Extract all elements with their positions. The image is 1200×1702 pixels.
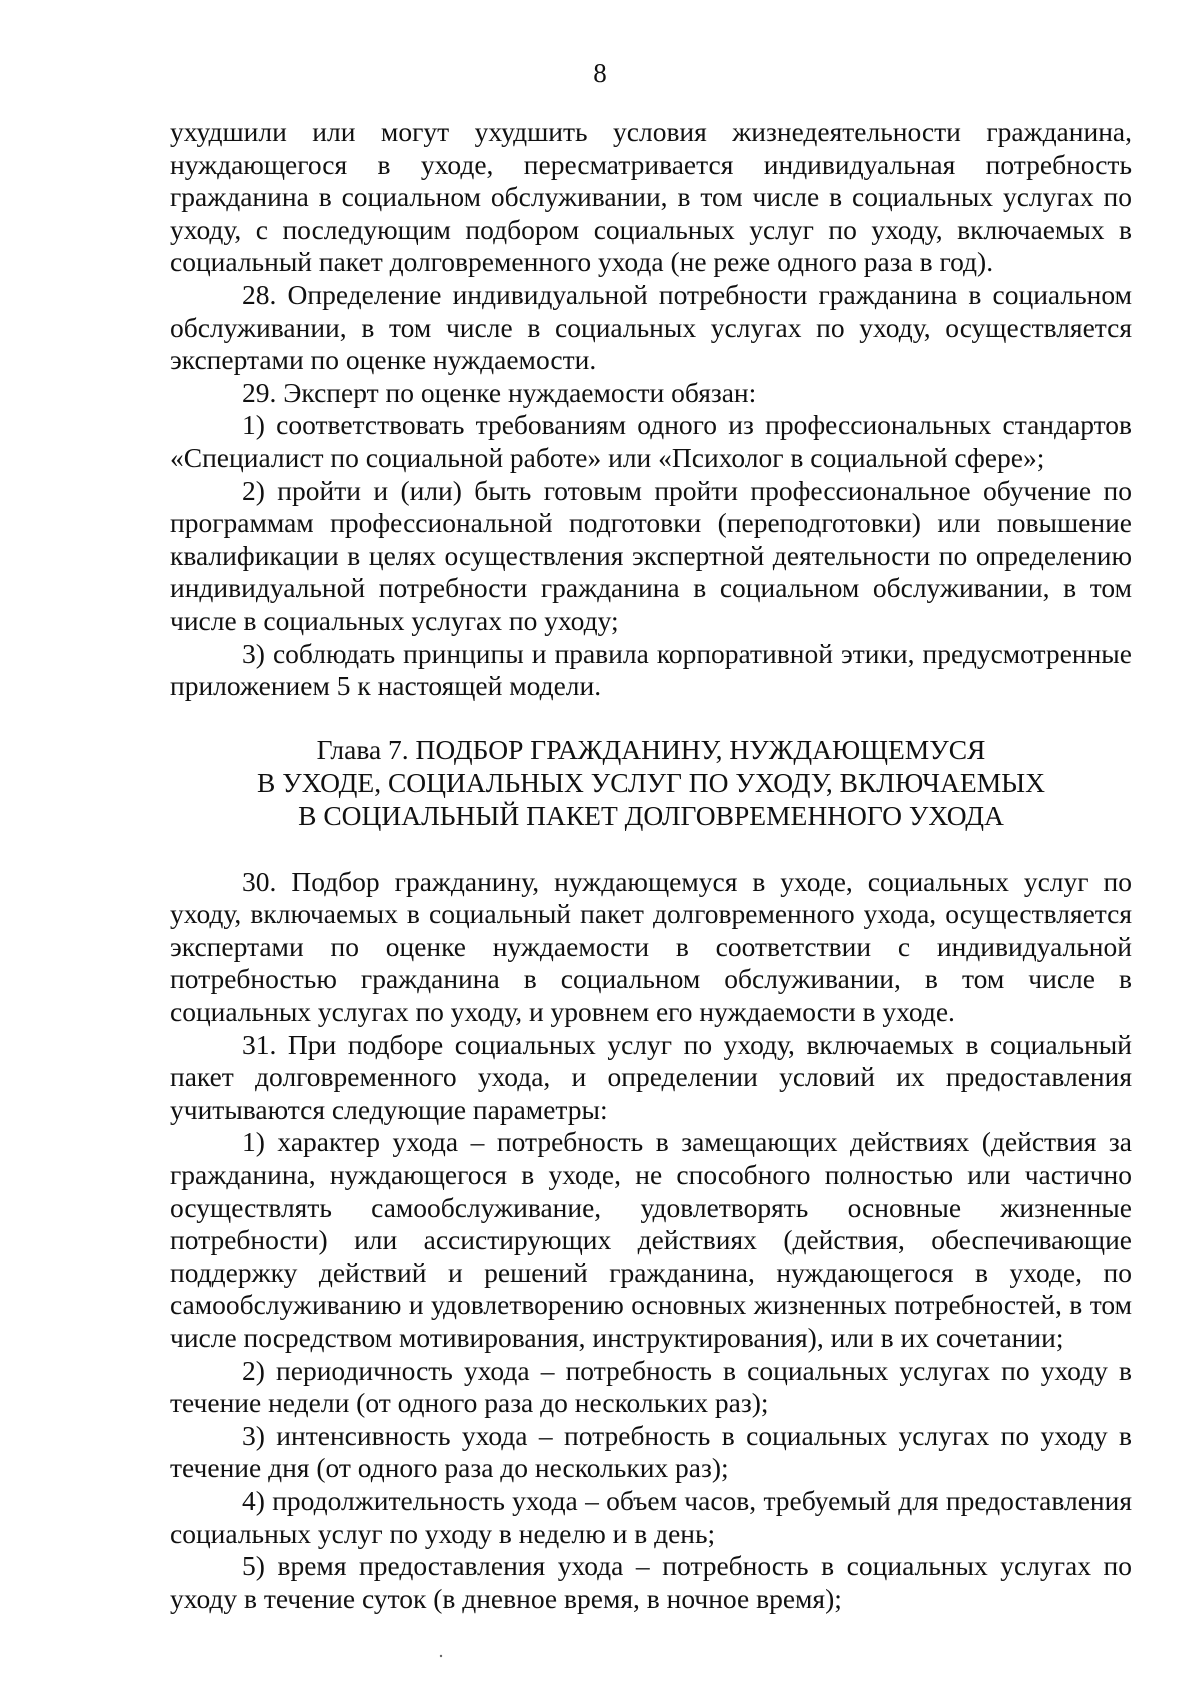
paragraph-29-item-2: 2) пройти и (или) быть готовым пройти профессиональное обучение по программам профессиональной подготовки (переподготовки) или повышение квалификации в целях осуществления экспертной деятельности по определению индивидуальной потребности гражданина в социальном обслуживании, в том числе в социальных услугах по уходу; <box>170 474 1132 636</box>
paragraph-29-item-3: 3) соблюдать принципы и правила корпоративной этики, предусмотренные приложением 5 к настоящей модели. <box>170 637 1132 702</box>
paragraph-31-item-2: 2) периодичность ухода – потребность в социальных услугах по уходу в течение недели (от одного раза до нескольких раз); <box>170 1354 1132 1419</box>
paragraph-31-item-3: 3) интенсивность ухода – потребность в социальных услугах по уходу в течение дня (от одного раза до нескольких раз); <box>170 1419 1132 1484</box>
paragraph-31: 31. При подборе социальных услуг по уходу, включаемых в социальный пакет долговременного ухода, и определении условий их предоставления учитываются следующие параметры: <box>170 1028 1132 1125</box>
chapter-heading-line-1: Глава 7. ПОДБОР ГРАЖДАНИНУ, НУЖДАЮЩЕМУСЯ <box>316 733 986 765</box>
paragraph-31-item-5: 5) время предоставления ухода – потребность в социальных услугах по уходу в течение суток (в дневное время, в ночное время); <box>170 1550 1132 1614</box>
page-number: 8 <box>593 58 607 88</box>
chapter-heading <box>170 733 1132 832</box>
paragraph-29-item-1: 1) соответствовать требованиям одного из профессиональных стандартов «Специалист по социальной работе» или «Психолог в социальной сфере»; <box>170 409 1132 473</box>
paragraph-29: 29. Эксперт по оценке нуждаемости обязан: <box>242 376 757 408</box>
paragraph-30: 30. Подбор гражданину, нуждающемуся в уходе, социальных услуг по уходу, включаемых в социальный пакет долговременного ухода, осуществляется экспертами по оценке нуждаемости в соответствии с индивидуальной потребностью гражданина в социальном обслуживании, в том числе в социальных услугах по уходу, и уровнем его нуждаемости в уходе. <box>170 865 1132 1028</box>
document-body <box>170 116 1132 1615</box>
paragraph-continuation: ухудшили или могут ухудшить условия жизнедеятельности гражданина, нуждающегося в уходе, пересматривается индивидуальная потребность гражданина в социальном обслуживании, в том числе в социальных услугах по уходу, с последующим подбором социальных услуг по уходу, включаемых в социальный пакет долговременного ухода (не реже одного раза в год). <box>170 116 1132 278</box>
paragraph-28: 28. Определение индивидуальной потребности гражданина в социальном обслуживании, в том числе в социальных услугах по уходу, осуществляется экспертами по оценке нуждаемости. <box>170 278 1132 376</box>
chapter-heading-line-2: В УХОДЕ, СОЦИАЛЬНЫХ УСЛУГ ПО УХОДУ, ВКЛЮЧАЕМЫХ <box>257 766 1045 798</box>
scan-speck <box>440 1655 442 1657</box>
chapter-heading-line-3: В СОЦИАЛЬНЫЙ ПАКЕТ ДОЛГОВРЕМЕННОГО УХОДА <box>298 799 1004 831</box>
paragraph-31-item-4: 4) продолжительность ухода – объем часов, требуемый для предоставления социальных услуг по уходу в неделю и в день; <box>170 1484 1132 1549</box>
paragraph-31-item-1: 1) характер ухода – потребность в замещающих действиях (действия за гражданина, нуждающегося в уходе, не способного полностью или частично осуществлять самообслуживание, удовлетворять основные жизненные потребности) или ассистирующих действиях (действия, обеспечивающие поддержку действий и решений гражданина, нуждающегося в уходе, по самообслуживанию и удовлетворению основных жизненных потребностей, в том числе посредством мотивирования, инструктирования), или в их сочетании; <box>170 1126 1132 1353</box>
